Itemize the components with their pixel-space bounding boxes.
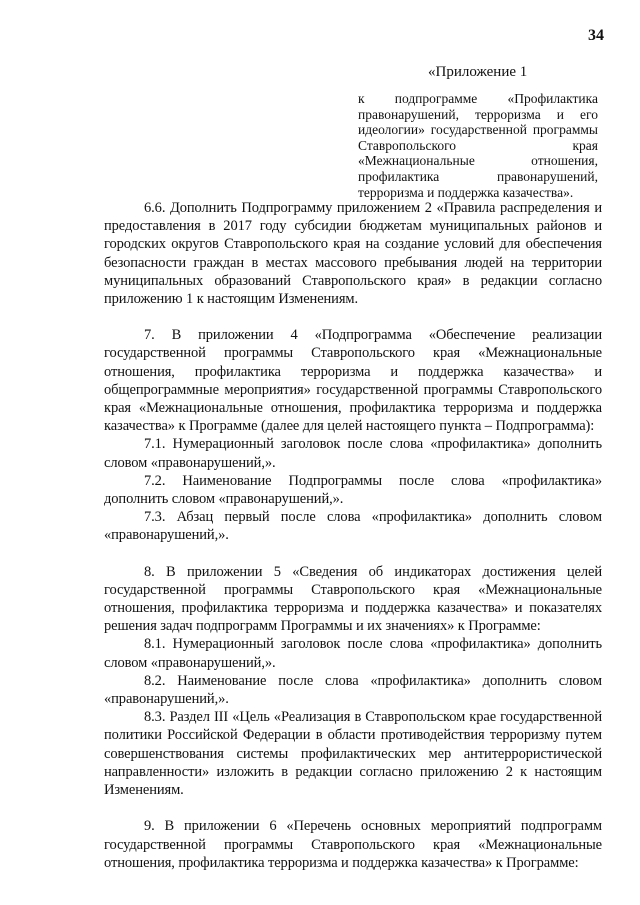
section-8 — [104, 563, 602, 800]
page-number: 34 — [588, 27, 604, 44]
appendix-title: «Приложение 1 — [428, 64, 528, 80]
appendix-body: к подпрограмме «Профилактика правонарушений, терроризма и его идеологии» государственной программы Ставропольского края «Межнациональные отношения, профилактика правонарушений, терроризма и поддержка казачества». — [358, 91, 598, 200]
paragraph-6-6: 6.6. Дополнить Подпрограмму приложением 2 «Правила распределения и предоставления в 2017 году субсидии бюджетам муниципальных районов и городских округов Ставропольского края на создание условий для обеспечения безопасности граждан в местах массового пребывания людей на территории муниципальных образований Ставропольского края» в редакции согласно приложению 1 к настоящим Изменениям. — [104, 200, 602, 308]
paragraph-8-3: 8.3. Раздел III «Цель «Реализация в Ставропольском крае государственной политики Российской Федерации в области противодействия терроризму путем совершенствования системы профилактических мер антитеррористической направленности» изложить в редакции согласно приложению 2 к настоящим Изменениям. — [104, 709, 602, 799]
section-6-6 — [104, 199, 602, 308]
paragraph-7-3: 7.3. Абзац первый после слова «профилактика» дополнить словом «правонарушений,». — [104, 509, 602, 544]
paragraph-7-2: 7.2. Наименование Подпрограммы после слова «профилактика» дополнить словом «правонарушений,». — [104, 472, 602, 508]
paragraph-8-1: 8.1. Нумерационный заголовок после слова «профилактика» дополнить словом «правонарушений,». — [104, 636, 602, 671]
section-9 — [104, 817, 602, 872]
document-body — [104, 199, 602, 872]
paragraph-8: 8. В приложении 5 «Сведения об индикаторах достижения целей государственной программы Ставропольского края «Межнациональные отношения, профилактика терроризма и поддержка казачества» и показателях решения задач подпрограмм Программы и их значениях» к Программе: — [104, 563, 602, 635]
section-7 — [104, 326, 602, 544]
paragraph-9: 9. В приложении 6 «Перечень основных мероприятий подпрограмм государственной программы Ставропольского края «Межнациональные отношения, профилактика терроризма и поддержка казачества» к Программе: — [104, 818, 602, 871]
paragraph-7: 7. В приложении 4 «Подпрограмма «Обеспечение реализации государственной программы Ставропольского края «Межнациональные отношения, профилактика терроризма и поддержка казачества» и общепрограммные мероприятия» государственной программы Ставропольского края «Межнациональные отношения, профилактика терроризма и поддержка казачества» к Программе (далее для целей настоящего пункта – Подпрограмма): — [104, 327, 602, 435]
paragraph-7-1: 7.1. Нумерационный заголовок после слова «профилактика» дополнить словом «правонарушений,». — [104, 436, 602, 471]
paragraph-8-2: 8.2. Наименование после слова «профилактика» дополнить словом «правонарушений,». — [104, 672, 602, 708]
